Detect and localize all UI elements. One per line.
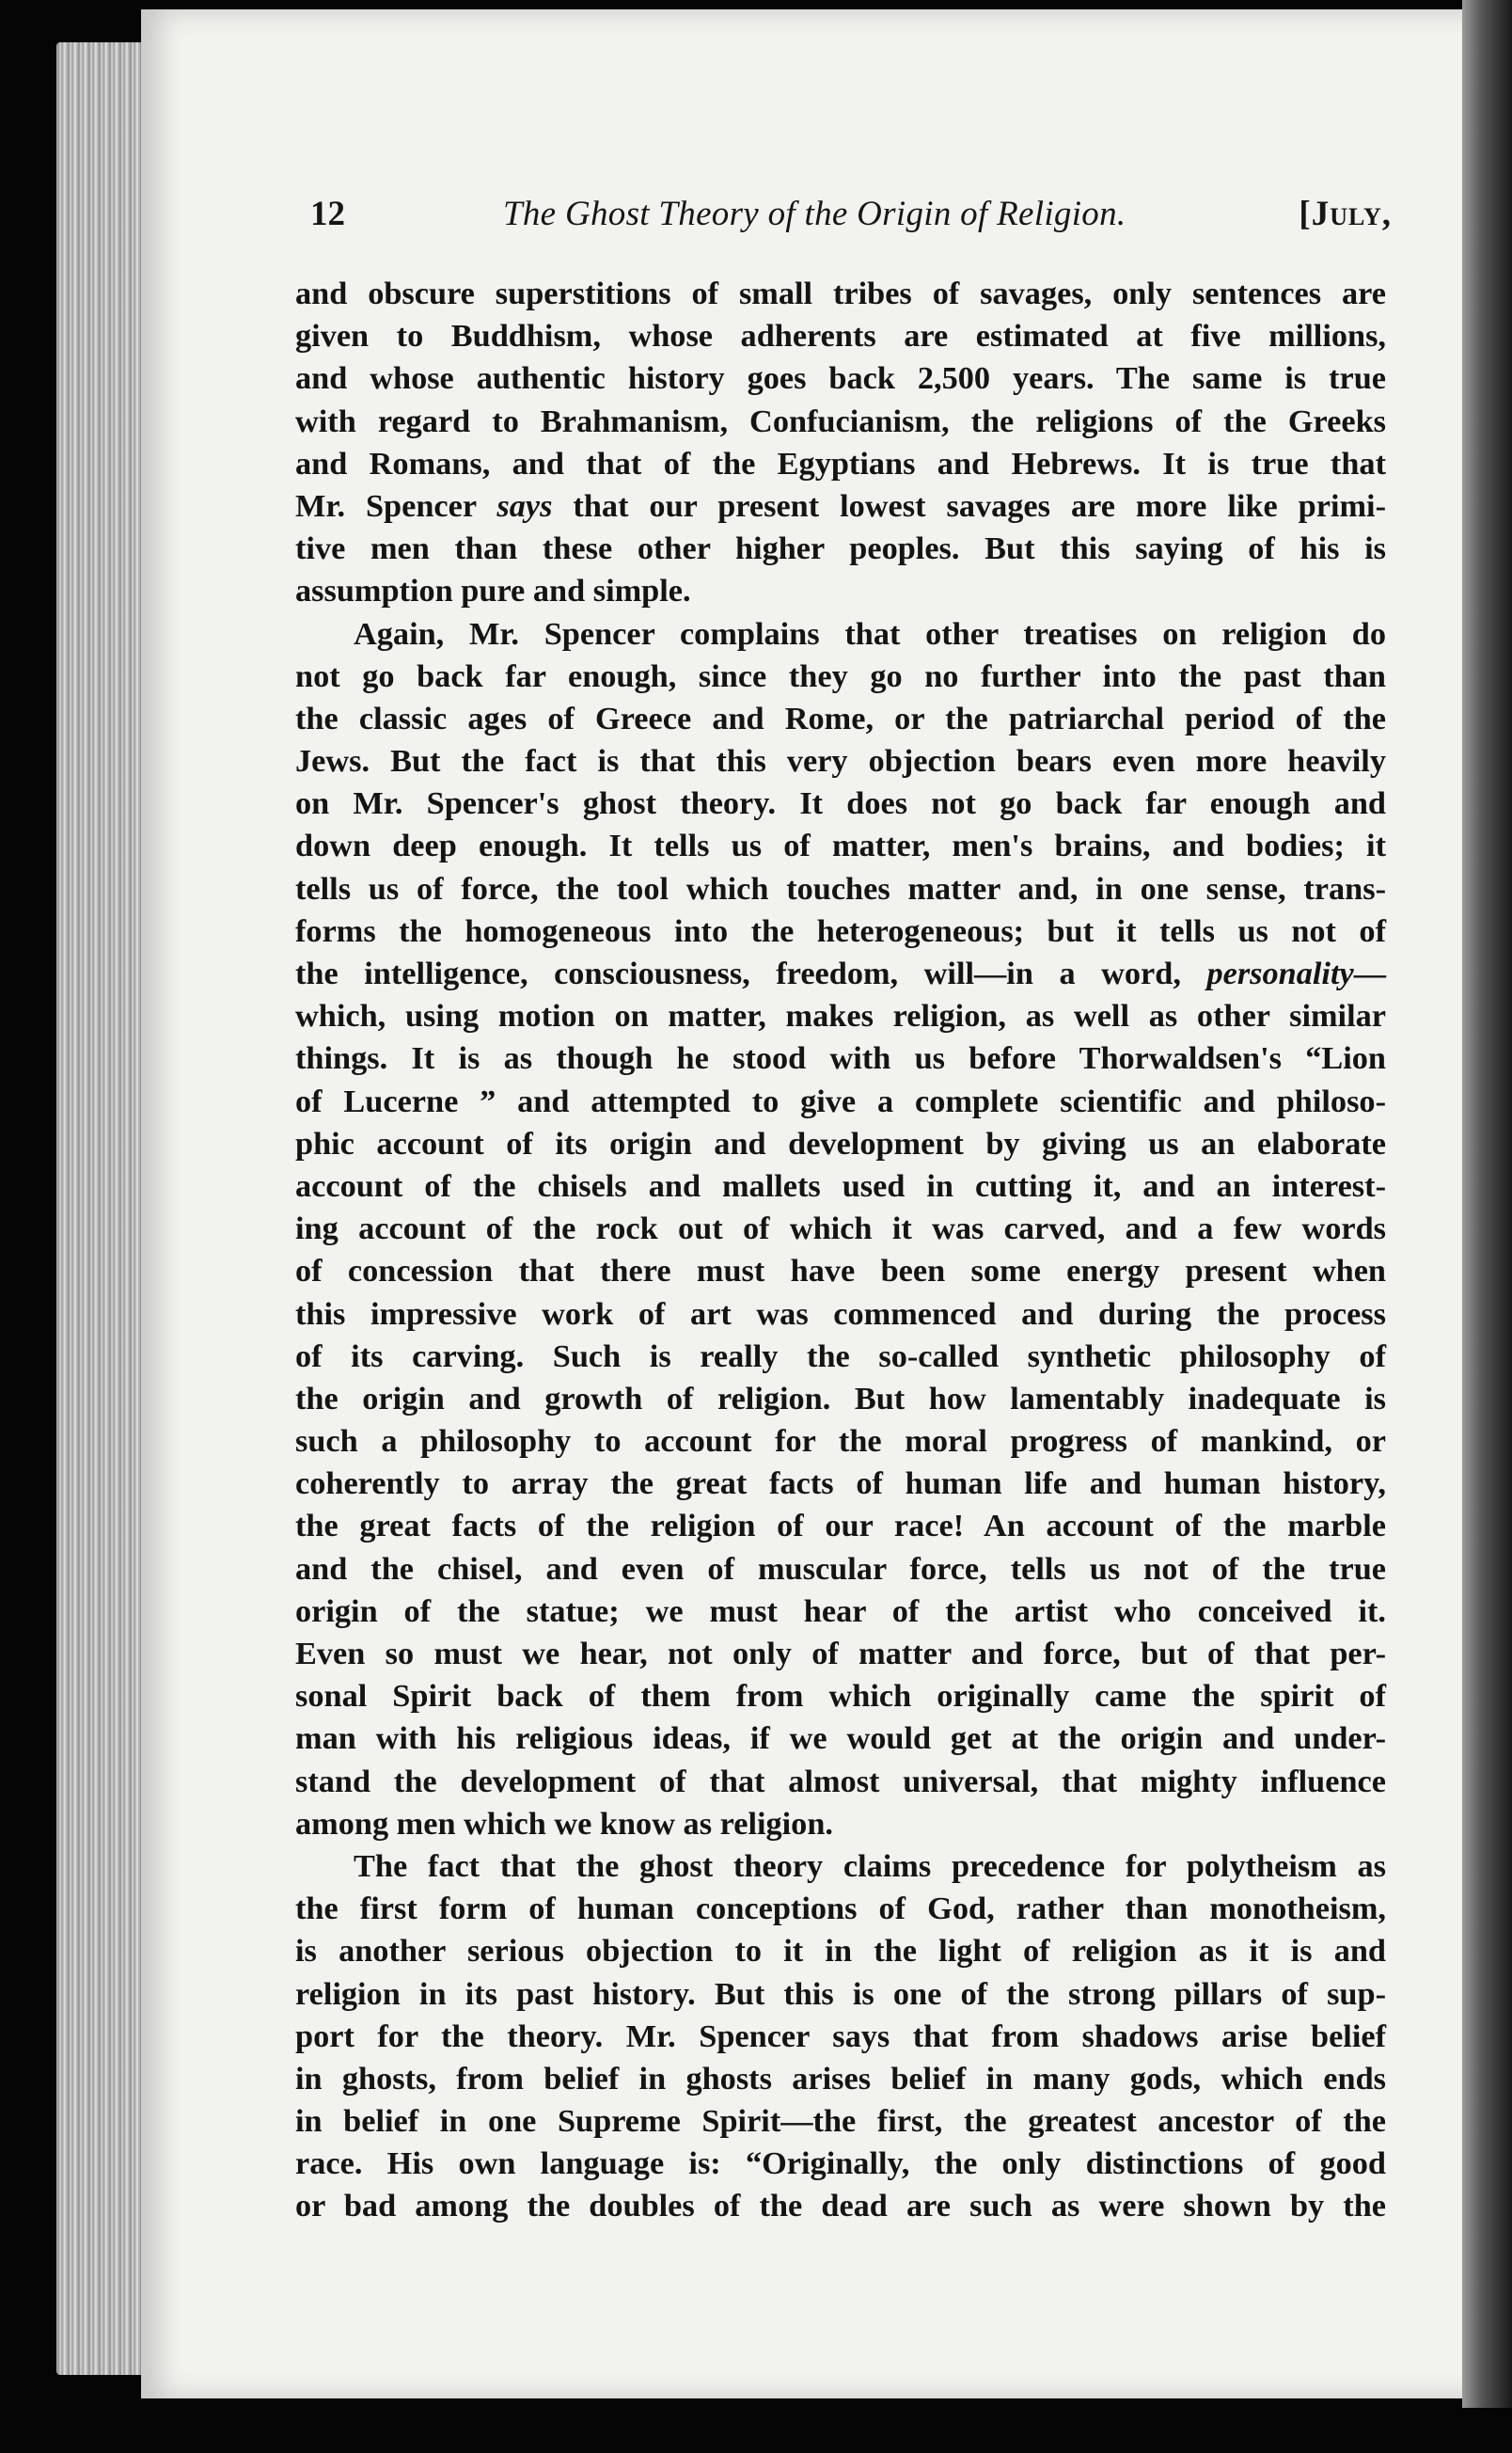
text-line: Even so must we hear, not only of matter and force, but of that per-: [295, 1636, 1386, 1671]
text-line: among men which we know as religion.: [295, 1805, 833, 1842]
text-line: on Mr. Spencer's ghost theory. It does not go back far enough and: [295, 785, 1386, 822]
text-line: sonal Spirit back of them from which originally came the spirit of: [295, 1678, 1386, 1715]
text-line: phic account of its origin and development by giving us an elaborate: [295, 1125, 1386, 1162]
page-header: [310, 194, 1392, 250]
text-line: down deep enough. It tells us of matter, men's brains, and bodies; it: [295, 828, 1386, 864]
text-line: is another serious objection to it in the light of religion as it is and: [295, 1933, 1386, 1970]
running-title: The Ghost Theory of the Origin of Religion.: [503, 195, 1126, 233]
text-line: tells us of force, the tool which touches matter and, in one sense, trans-: [295, 870, 1386, 907]
text-line: port for the theory. Mr. Spencer says that from shadows arise belief: [295, 2018, 1386, 2054]
text-line: race. His own language is: “Originally, the only distinctions of good: [295, 2145, 1386, 2182]
text-line: and Romans, and that of the Egyptians and Hebrews. It is true that: [295, 445, 1386, 482]
text-line: and whose authentic history goes back 2,500 years. The same is true: [295, 360, 1386, 397]
text-line: in belief in one Supreme Spirit—the first, the greatest ancestor of the: [295, 2103, 1386, 2140]
text-line: of its carving. Such is really the so-called synthetic philosophy of: [295, 1337, 1386, 1374]
text-line: and the chisel, and even of muscular force, tells us not of the true: [295, 1550, 1386, 1587]
text-line: with regard to Brahmanism, Confucianism, the religions of the Greeks: [295, 403, 1386, 439]
text-line: account of the chisels and mallets used in cutting it, and an interest-: [295, 1167, 1386, 1204]
text-line: forms the homogeneous into the heterogeneous; but it tells us not of: [295, 912, 1386, 949]
paragraph-1: [295, 273, 1386, 613]
text-line: and obscure superstitions of small tribes of savages, only sentences are: [295, 276, 1386, 311]
text-line: the intelligence, consciousness, freedom, will—in a word, personality—: [295, 956, 1386, 991]
text-line: coherently to array the great facts of human life and human history,: [295, 1465, 1386, 1502]
text-line: ing account of the rock out of which it was carved, and a few words: [295, 1211, 1386, 1247]
text-line: which, using motion on matter, makes religion, as well as other similar: [295, 998, 1386, 1035]
body-text: [295, 273, 1386, 2228]
text-line: The fact that the ghost theory claims precedence for polytheism as: [354, 1847, 1386, 1884]
text-line: stand the development of that almost universal, that mighty influence: [295, 1763, 1386, 1799]
text-line: the classic ages of Greece and Rome, or the patriarchal period of the: [295, 700, 1386, 736]
text-line: the great facts of the religion of our race! An account of the marble: [295, 1508, 1386, 1544]
paragraph-2: [295, 613, 1386, 1845]
text-line: Jews. But the fact is that this very objection bears even more heavily: [295, 743, 1386, 780]
text-line: of concession that there must have been some energy present when: [295, 1253, 1386, 1290]
text-line: origin of the statue; we must hear of the artist who conceived it.: [295, 1592, 1386, 1629]
text-line: man with his religious ideas, if we would get at the origin and under-: [295, 1720, 1386, 1757]
page-number: 12: [310, 195, 345, 233]
header-month: [July,: [1299, 195, 1392, 233]
paragraph-3: [295, 1845, 1386, 2228]
text-line: religion in its past history. But this is one of the strong pillars of sup-: [295, 1975, 1386, 2012]
text-line: things. It is as though he stood with us before Thorwaldsen's “Lion: [295, 1040, 1386, 1077]
text-line: tive men than these other higher peoples. But this saying of his is: [295, 530, 1386, 567]
text-line: or bad among the doubles of the dead are such as were shown by the: [295, 2188, 1386, 2224]
text-line: assumption pure and simple.: [295, 573, 691, 609]
text-line: such a philosophy to account for the moral progress of mankind, or: [295, 1423, 1386, 1460]
text-line: Mr. Spencer says that our present lowest savages are more like primi-: [295, 487, 1386, 524]
text-line: the first form of human conceptions of God, rather than monotheism,: [295, 1891, 1386, 1927]
text-line: of Lucerne ” and attempted to give a complete scientific and philoso-: [295, 1083, 1386, 1119]
text-line: this impressive work of art was commenced and during the process: [295, 1295, 1386, 1332]
text-line: in ghosts, from belief in ghosts arises belief in many gods, which ends: [295, 2060, 1386, 2097]
text-line: not go back far enough, since they go no further into the past than: [295, 657, 1386, 694]
binding-shadow: [1462, 0, 1512, 2408]
text-line: Again, Mr. Spencer complains that other treatises on religion do: [354, 615, 1386, 652]
text-line: the origin and growth of religion. But how lamentably inadequate is: [295, 1380, 1386, 1416]
text-line: given to Buddhism, whose adherents are estimated at five millions,: [295, 318, 1386, 355]
